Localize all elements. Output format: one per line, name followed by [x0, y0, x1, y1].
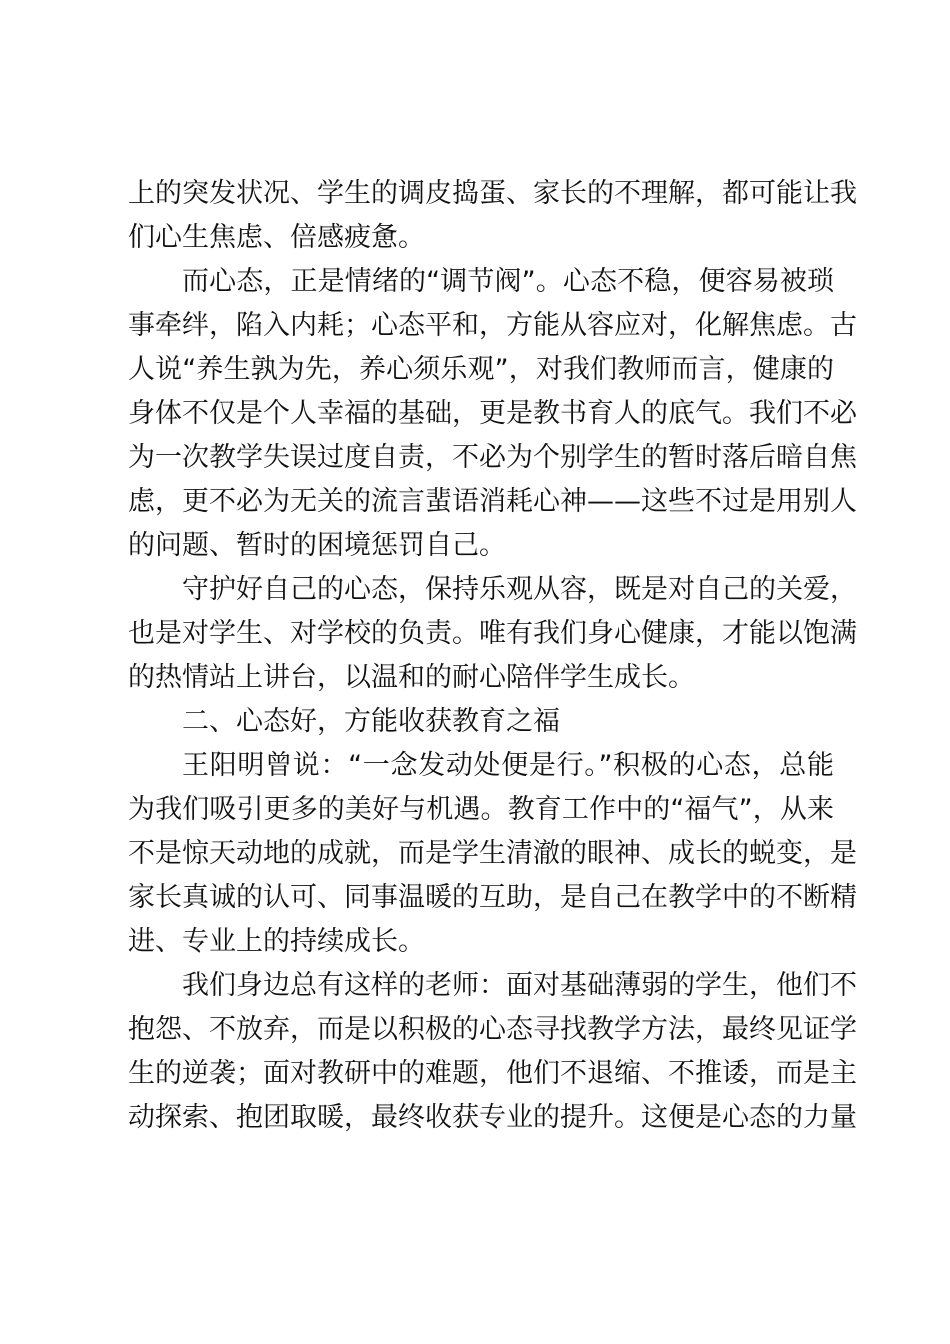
text-line: 身体不仅是个人幸福的基础，更是教书育人的底气。我们不必 — [128, 398, 857, 429]
text-line: 家长真诚的认可、同事温暖的互助，是自己在教学中的不断精 — [128, 882, 857, 913]
text-line: 为我们吸引更多的美好与机遇。教育工作中的“福气”，从来 — [128, 794, 834, 825]
text-line: 不是惊天动地的成就，而是学生清澈的眼神、成长的蜕变，是 — [128, 838, 857, 869]
text-line: 们心生焦虑、倍感疲惫。 — [128, 222, 425, 253]
text-line: 守护好自己的心态，保持乐观从容，既是对自己的关爱， — [182, 574, 857, 605]
text-line: 的问题、暂时的困境惩罚自己。 — [128, 530, 506, 561]
text-line: 人说“养生孰为先，养心须乐观”，对我们教师而言，健康的 — [128, 354, 834, 385]
text-line: 也是对学生、对学校的负责。唯有我们身心健康，才能以饱满 — [128, 618, 857, 649]
text-line: 动探索、抱团取暖，最终收获专业的提升。这便是心态的力量 — [128, 1102, 857, 1133]
text-line: 生的逆袭；面对教研中的难题，他们不退缩、不推诿，而是主 — [128, 1058, 857, 1089]
section-heading: 二、心态好，方能收获教育之福 — [182, 706, 560, 737]
body-text — [128, 172, 857, 1140]
text-line: 我们身边总有这样的老师：面对基础薄弱的学生，他们不 — [182, 970, 857, 1001]
text-line: 王阳明曾说：“一念发动处便是行。”积极的心态，总能 — [182, 750, 834, 781]
text-line: 为一次教学失误过度自责，不必为个别学生的暂时落后暗自焦 — [128, 442, 857, 473]
text-line: 事牵绊，陷入内耗；心态平和，方能从容应对，化解焦虑。古 — [128, 310, 857, 341]
text-line: 而心态，正是情绪的“调节阀”。心态不稳，便容易被琐 — [182, 266, 834, 297]
text-line: 抱怨、不放弃，而是以积极的心态寻找教学方法，最终见证学 — [128, 1014, 857, 1045]
text-line: 的热情站上讲台，以温和的耐心陪伴学生成长。 — [128, 662, 695, 693]
text-line: 上的突发状况、学生的调皮捣蛋、家长的不理解，都可能让我 — [128, 178, 857, 209]
text-line: 进、专业上的持续成长。 — [128, 926, 425, 957]
text-line: 虑，更不必为无关的流言蜚语消耗心神——这些不过是用别人 — [128, 486, 857, 517]
